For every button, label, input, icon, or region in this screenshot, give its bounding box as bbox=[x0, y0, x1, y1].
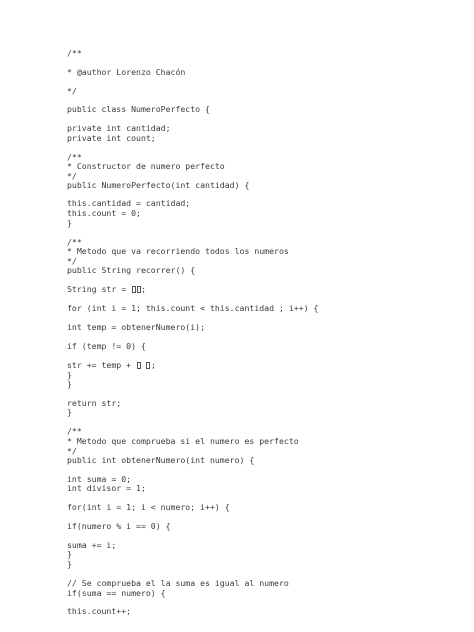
code-line: if(numero % i == 0) { bbox=[67, 521, 171, 531]
code-line bbox=[67, 360, 156, 370]
code-line: private int cantidad; bbox=[67, 123, 171, 133]
code-fragment: ; bbox=[141, 284, 147, 294]
code-line: * Constructor de numero perfecto bbox=[67, 161, 225, 171]
code-line: /** bbox=[67, 152, 82, 162]
code-line: } bbox=[67, 559, 72, 569]
code-line: public class NumeroPerfecto { bbox=[67, 104, 210, 114]
code-line: */ bbox=[67, 446, 77, 456]
code-line: return str; bbox=[67, 398, 122, 408]
missing-glyph-icon bbox=[146, 362, 150, 369]
code-line: * Metodo que comprueba si el numero es perfecto bbox=[67, 436, 299, 446]
code-line: public String recorrer() { bbox=[67, 265, 196, 275]
code-line: } bbox=[67, 407, 72, 417]
code-line: /** bbox=[67, 426, 82, 436]
code-line: */ bbox=[67, 256, 77, 266]
code-line bbox=[67, 284, 146, 294]
code-line: for (int i = 1; this.count < this.cantidad ; i++) { bbox=[67, 303, 319, 313]
code-line: /** bbox=[67, 237, 82, 247]
code-line: this.count = 0; bbox=[67, 208, 141, 218]
code-line: public int obtenerNumero(int numero) { bbox=[67, 455, 255, 465]
code-line: for(int i = 1; i < numero; i++) { bbox=[67, 502, 230, 512]
code-line: this.count++; bbox=[67, 606, 132, 616]
missing-glyph-icon bbox=[137, 362, 141, 369]
code-line: int suma = 0; bbox=[67, 474, 132, 484]
code-line: } bbox=[67, 549, 72, 559]
code-line: } bbox=[67, 379, 72, 389]
code-line: /** bbox=[67, 48, 82, 58]
code-line: int temp = obtenerNumero(i); bbox=[67, 322, 206, 332]
code-line: if (temp != 0) { bbox=[67, 341, 146, 351]
code-line: * @author Lorenzo Chacón bbox=[67, 67, 186, 77]
code-line: // Se comprueba el la suma es igual al numero bbox=[67, 578, 289, 588]
code-line: */ bbox=[67, 171, 77, 181]
code-line: int divisor = 1; bbox=[67, 483, 146, 493]
code-line: * Metodo que va recorriendo todos los numeros bbox=[67, 246, 289, 256]
code-line: suma += i; bbox=[67, 540, 117, 550]
code-fragment: String str = bbox=[67, 284, 132, 294]
code-line: this.cantidad = cantidad; bbox=[67, 198, 191, 208]
code-line: } bbox=[67, 218, 72, 228]
code-line: } bbox=[67, 370, 72, 380]
code-fragment: str += temp + bbox=[67, 360, 137, 370]
missing-glyph-icon bbox=[137, 286, 141, 293]
code-line: */ bbox=[67, 86, 77, 96]
code-line: private int count; bbox=[67, 133, 156, 143]
code-line: if(suma == numero) { bbox=[67, 588, 166, 598]
missing-glyph-icon bbox=[132, 286, 136, 293]
code-line: public NumeroPerfecto(int cantidad) { bbox=[67, 180, 250, 190]
code-fragment: ; bbox=[150, 360, 156, 370]
